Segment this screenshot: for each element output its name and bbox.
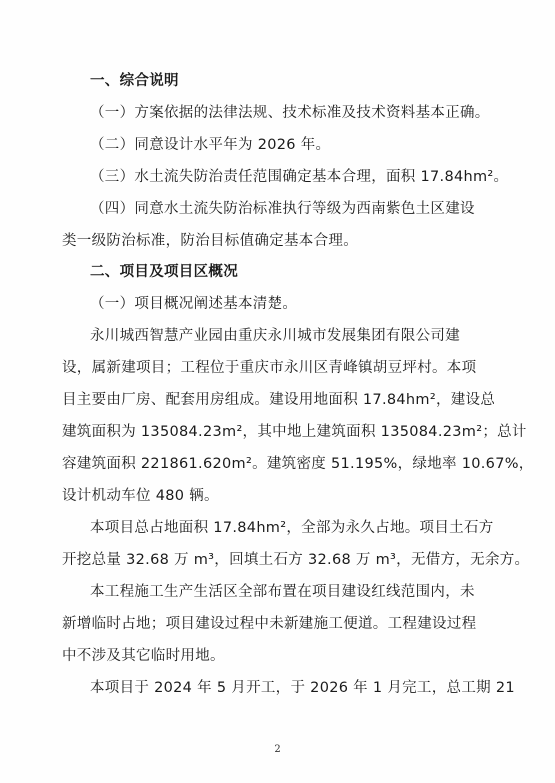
paragraph-line: 开挖总量 32.68 万 m³，回填土石方 32.68 万 m³，无借方，无余方。 (62, 552, 530, 568)
paragraph-line: （三）水土流失防治责任范围确定基本合理，面积 17.84hm²。 (90, 169, 509, 185)
paragraph-line: （一）方案依据的法律法规、技术标准及技术资料基本正确。 (90, 105, 490, 121)
section-heading-1: 一、综合说明 (90, 73, 179, 89)
paragraph-line: 本工程施工生产生活区全部布置在项目建设红线范围内，未 (90, 584, 475, 600)
paragraph-line: 本项目于 2024 年 5 月开工，于 2026 年 1 月完工，总工期 21 (90, 680, 515, 696)
paragraph-line: 建筑面积为 135084.23m²，其中地上建筑面积 135084.23m²；总计 (62, 424, 527, 440)
page-number: 2 (274, 744, 281, 755)
paragraph-line: 类一级防治标准，防治目标值确定基本合理。 (62, 233, 358, 249)
section-heading-2: 二、项目及项目区概况 (90, 264, 238, 280)
paragraph-line: 永川城西智慧产业园由重庆永川城市发展集团有限公司建 (90, 328, 460, 344)
paragraph-line: （二）同意设计水平年为 2026 年。 (90, 137, 331, 153)
paragraph-line: 容建筑面积 221861.620m²。建筑密度 51.195%，绿地率 10.67%， (62, 456, 534, 472)
paragraph-line: （四）同意水土流失防治标准执行等级为西南紫色土区建设 (90, 201, 475, 217)
paragraph-line: 设，属新建项目；工程位于重庆市永川区青峰镇胡豆坪村。本项 (62, 360, 477, 376)
paragraph-line: 本项目总占地面积 17.84hm²，全部为永久占地。项目土石方 (90, 520, 494, 536)
paragraph-line: 中不涉及其它临时用地。 (62, 648, 225, 664)
paragraph-line: 新增临时占地；项目建设过程中未新建施工便道。工程建设过程 (62, 616, 477, 632)
paragraph-line: （一）项目概况阐述基本清楚。 (90, 296, 298, 312)
paragraph-line: 设计机动车位 480 辆。 (62, 488, 219, 504)
paragraph-line: 目主要由厂房、配套用房组成。建设用地面积 17.84hm²，建设总 (62, 392, 496, 408)
